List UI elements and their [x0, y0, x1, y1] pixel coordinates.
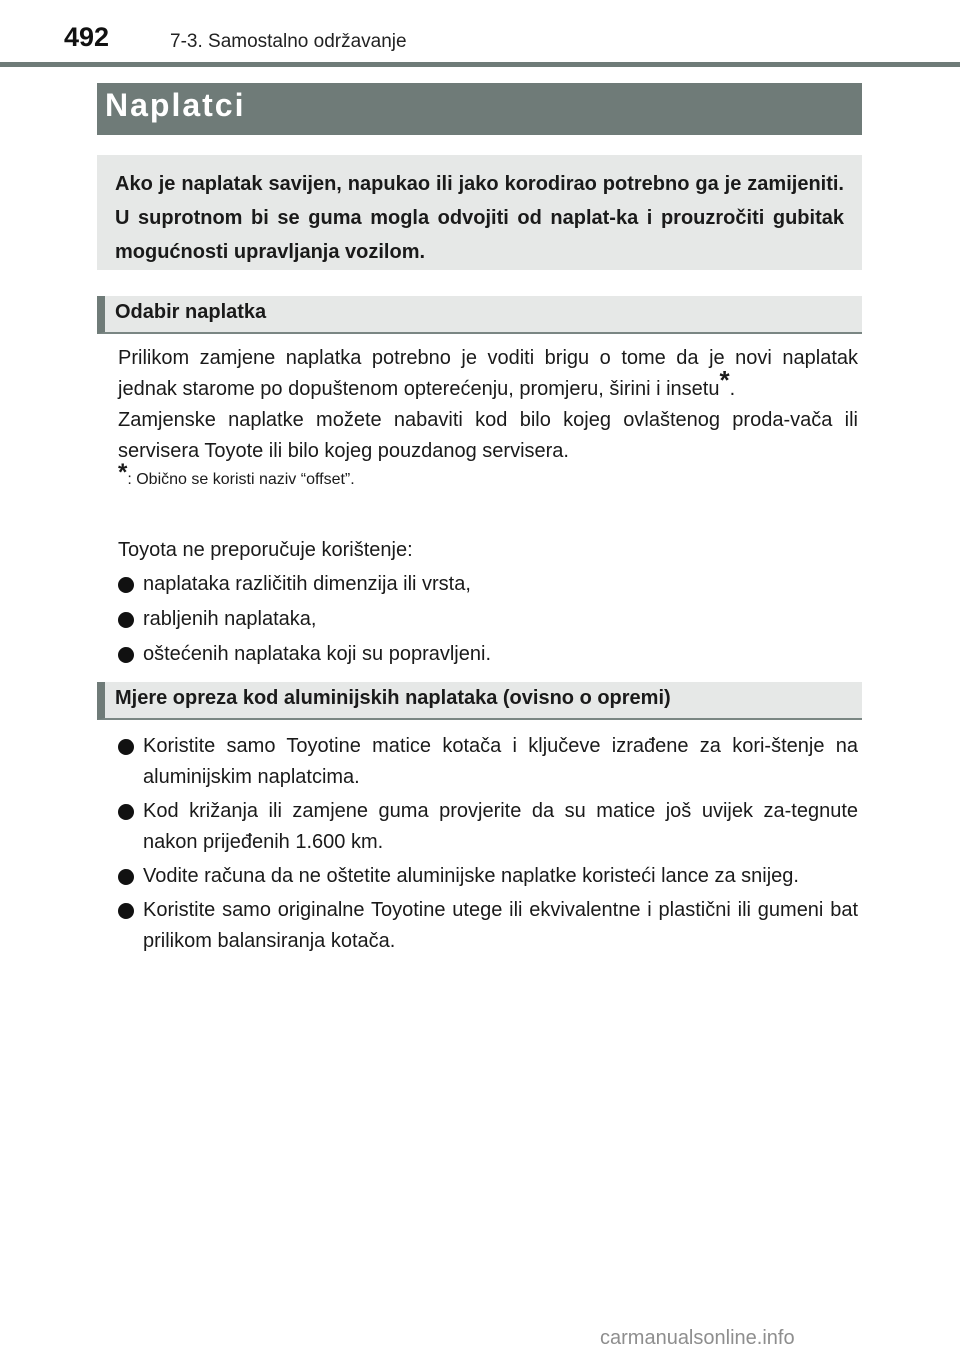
footnote — [118, 459, 858, 491]
asterisk-mark: * — [719, 365, 730, 395]
aluminium-precautions-list — [118, 731, 858, 960]
bullet-icon — [118, 804, 134, 820]
subheading-aluminium-precautions — [97, 682, 862, 720]
page-title: Naplatci — [105, 87, 246, 123]
intro-box: Ako je naplatak savijen, napukao ili jako korodirao potrebno ga je zamijeniti. U suprotnom bi se guma mogla odvojiti od naplat-ka i prouzročiti gubitak mogućnosti upravljanja vozilom. — [97, 155, 862, 270]
paragraph-text: Zamjenske naplatke možete nabaviti kod bilo kojeg ovlaštenog proda-vača ili servisera Toyote ili bilo kojeg pouzdanog servisera. — [118, 409, 858, 462]
list-item — [118, 604, 858, 635]
bullet-icon — [118, 577, 134, 593]
selection-paragraph — [118, 343, 858, 491]
bullet-icon — [118, 612, 134, 628]
page-number: 492 — [64, 22, 110, 52]
list-item-text: Kod križanja ili zamjene guma provjerite da su matice još uvijek za-tegnute nakon prijeđenih 1.600 km. — [143, 800, 858, 853]
not-recommended-list — [118, 565, 858, 670]
page-header — [0, 0, 960, 70]
paragraph-text: Prilikom zamjene naplatka potrebno je voditi brigu o tome da je novi naplatak jednak starome po dopuštenom opterećenju, promjeru, širini i insetu — [118, 347, 858, 400]
bullet-icon — [118, 647, 134, 663]
paragraph-line — [118, 343, 858, 405]
lead-text: Toyota ne preporučuje korištenje: — [118, 539, 413, 561]
list-item-text: rabljenih naplataka, — [143, 608, 317, 630]
list-item — [118, 639, 858, 670]
paragraph-period: . — [729, 378, 736, 400]
list-item-text: naplataka različitih dimenzija ili vrsta, — [143, 573, 471, 595]
bullet-icon — [118, 869, 134, 885]
section-label: 7-3. Samostalno održavanje — [170, 31, 407, 52]
watermark: carmanualsonline.info — [600, 1327, 795, 1349]
list-item-text: oštećenih naplataka koji su popravljeni. — [143, 643, 491, 665]
bullet-icon — [118, 739, 134, 755]
list-item-text: Vodite računa da ne oštetite aluminijske naplatke koristeći lance za snijeg. — [143, 865, 799, 887]
recommendation-lead — [118, 535, 858, 566]
list-item — [118, 569, 858, 600]
asterisk-mark: * — [118, 459, 128, 486]
subheading-wheel-selection — [97, 296, 862, 334]
list-item-text: Koristite samo Toyotine matice kotača i ključeve izrađene za kori-štenje na aluminijskim naplatcima. — [143, 735, 858, 788]
footnote-text: : Obično se koristi naziv “offset”. — [127, 471, 355, 488]
subheading-text: Odabir naplatka — [115, 301, 267, 323]
list-item — [118, 731, 858, 793]
list-item — [118, 861, 858, 892]
subheading-text: Mjere opreza kod aluminijskih naplataka (ovisno o opremi) — [115, 687, 671, 709]
bullet-icon — [118, 903, 134, 919]
list-item — [118, 895, 858, 957]
list-item-text: Koristite samo originalne Toyotine utege ili ekvivalentne i plastični ili gumeni bat prilikom balansiranja kotača. — [143, 899, 858, 952]
list-item — [118, 796, 858, 858]
title-bar — [97, 83, 862, 135]
header-rule — [0, 62, 960, 67]
